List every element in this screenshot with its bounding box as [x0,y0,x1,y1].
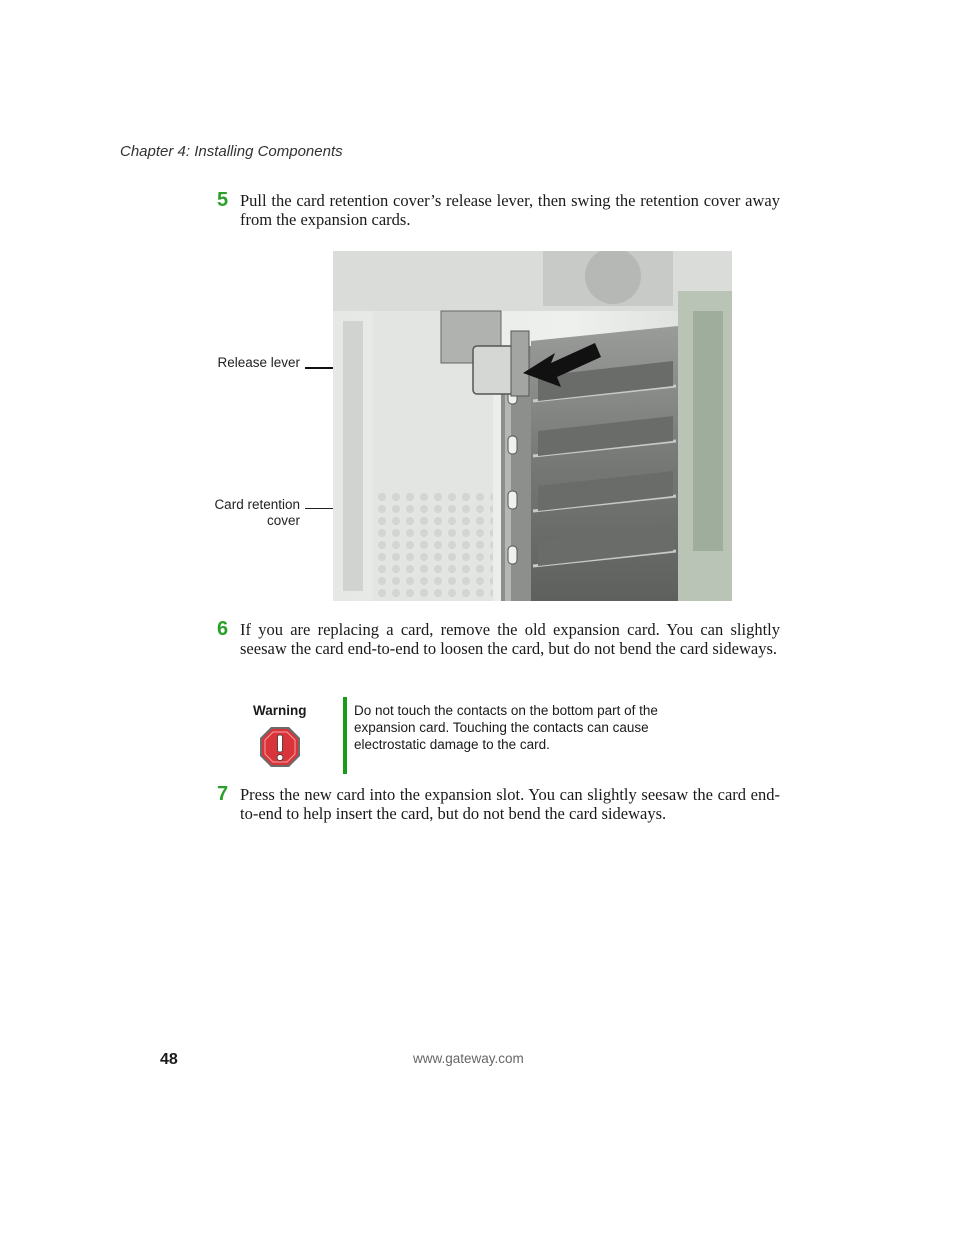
step-number-6: 6 [217,618,229,640]
warning-octagon-icon [259,726,301,768]
step-number-7: 7 [217,783,229,805]
step-text-7: Press the new card into the expansion slot. You can slightly seesaw the card end-to-end to help insert the card, but do not bend the card sideways. [240,785,780,823]
expansion-card-photo [333,251,732,601]
warning-text: Do not touch the contacts on the bottom part of the expansion card. Touching the contacts can cause electrostatic damage to the card. [354,703,658,752]
warning-label: Warning [253,703,307,718]
warning-bar [343,697,347,774]
callout-release-lever: Release lever [217,355,300,370]
retention-cover-illustration [333,251,732,601]
step-number-5: 5 [217,189,229,211]
step-text-5: Pull the card retention cover’s release lever, then swing the retention cover away from the expansion cards. [240,191,780,229]
footer-url[interactable]: www.gateway.com [413,1051,524,1066]
step-text-6: If you are replacing a card, remove the old expansion card. You can slightly seesaw the card end-to-end to loosen the card, but do not bend the card sideways. [240,620,780,658]
callout-retention-line1: Card retention [214,497,300,512]
callout-retention-line2: cover [266,512,300,528]
chapter-header: Chapter 4: Installing Components [120,143,343,160]
page-number: 48 [160,1051,178,1068]
callout-card-retention-cover [180,497,300,528]
